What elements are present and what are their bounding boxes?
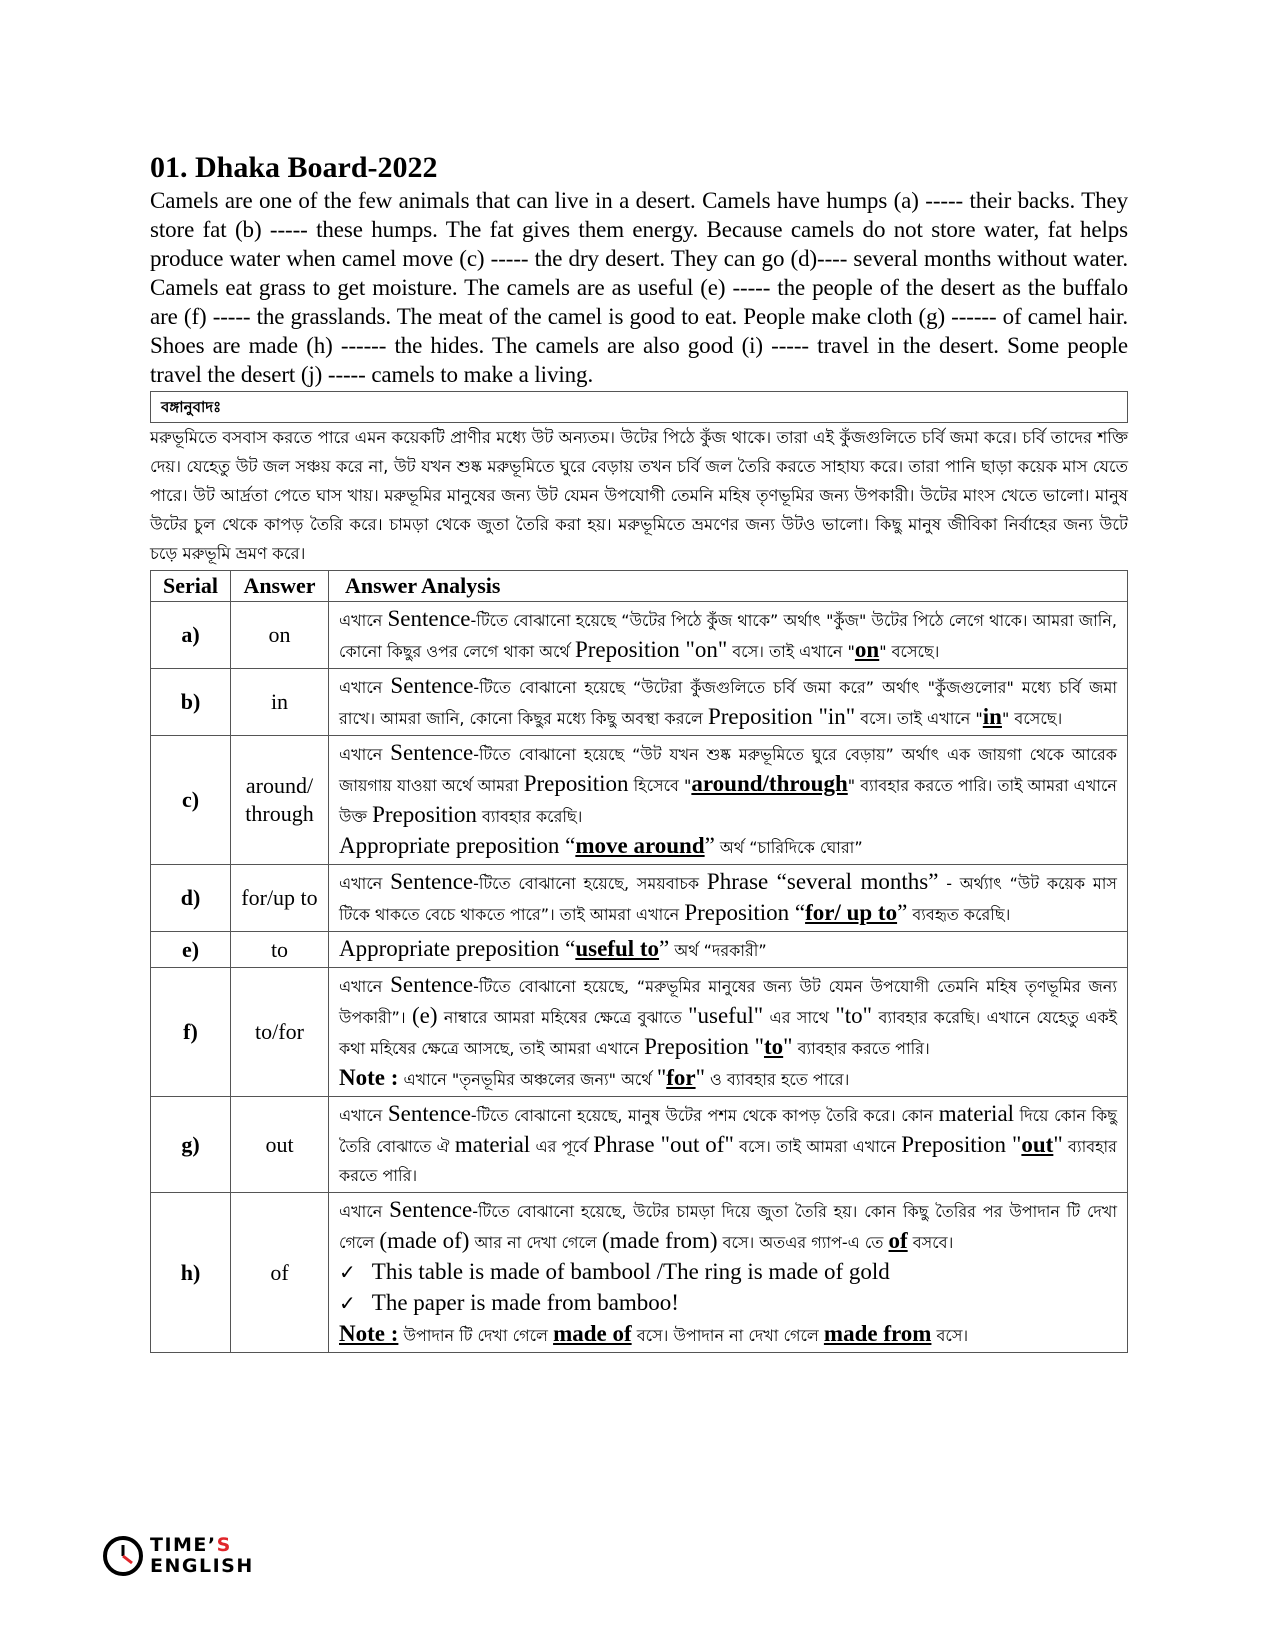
row-analysis xyxy=(329,1097,1128,1193)
analysis-english: "to" xyxy=(835,1003,873,1028)
answer-highlight: made from xyxy=(823,1321,932,1346)
document-page xyxy=(150,150,1128,1353)
row-serial: e) xyxy=(151,932,231,968)
header-answer: Answer xyxy=(231,571,329,602)
answer-highlight: move around xyxy=(575,833,705,858)
analysis-text: " ব্যাবহার করতে পারি। তাই আমরা এখানে উক্ত xyxy=(339,776,1117,826)
analysis-text: -টিতে বোঝানো হয়েছে, উটের চামড়া দিয়ে জুতা তৈরি হয়। কোন কিছু তৈরির পর উপাদান টি দেখা গেলে xyxy=(339,1202,1117,1252)
analysis-text: বসে। তাই আমরা এখানে xyxy=(733,1137,902,1156)
analysis-text: -টিতে বোঝানো হয়েছে “উট যখন শুষ্ক মরুভূমিতে ঘুরে বেড়ায়” অর্থাৎ এক জায়গা থেকে আরেক জায়গায় যাওয়া অর্থে আমরা xyxy=(339,745,1118,795)
analysis-english: Appropriate preposition “ xyxy=(339,833,576,858)
checkmark-icon: ✓ xyxy=(339,1291,356,1315)
analysis-text: এখানে xyxy=(339,678,391,697)
analysis-text: বসে। তাই এখানে " xyxy=(855,709,983,728)
analysis-english: Preposition xyxy=(523,771,629,796)
analysis-english: This table is made of bambool /The ring is made of gold xyxy=(371,1259,890,1284)
analysis-english: The paper is made from bamboo! xyxy=(371,1290,679,1315)
row-analysis xyxy=(329,968,1128,1097)
analysis-english: material xyxy=(938,1101,1015,1126)
analysis-english: Sentence xyxy=(390,972,474,997)
analysis-text: নাম্বারে আমরা মহিষের ক্ষেত্রে বুঝাতে xyxy=(437,1008,689,1027)
analysis-english: Preposition "on" xyxy=(574,637,728,662)
table-header-row xyxy=(151,571,1128,602)
analysis-english: Appropriate preposition “ xyxy=(339,936,576,961)
analysis-text: অর্থ “চারিদিকে ঘোরা” xyxy=(714,838,863,857)
table-row xyxy=(151,932,1128,968)
analysis-english: (e) xyxy=(411,1003,438,1028)
analysis-english: "useful" xyxy=(688,1003,764,1028)
analysis-english: Preposition xyxy=(372,802,477,827)
answer-highlight: around/through xyxy=(691,771,848,796)
logo-line2: ENGLISH xyxy=(150,1555,254,1577)
table-row xyxy=(151,865,1128,932)
analysis-english: Phrase "out of" xyxy=(593,1132,734,1157)
analysis-text: এখানে xyxy=(339,874,391,893)
analysis-english: Sentence xyxy=(390,673,474,698)
page-title: 01. Dhaka Board-2022 xyxy=(150,151,438,184)
row-answer: for/up to xyxy=(231,865,329,932)
analysis-text: বসে। অতএর গ্যাপ-এ তে xyxy=(717,1233,889,1252)
row-serial: a) xyxy=(151,602,231,669)
row-serial: b) xyxy=(151,669,231,736)
analysis-english: Sentence xyxy=(389,1197,473,1222)
answer-highlight: to xyxy=(763,1034,784,1059)
analysis-english: (made from) xyxy=(601,1228,718,1253)
analysis-text: এর সাথে xyxy=(763,1008,836,1027)
analysis-text: উপাদান টি দেখা গেলে xyxy=(398,1326,554,1345)
analysis-text: ব্যাবহার করেছি। এখানে যেহেতু একই কথা মহিষের ক্ষেত্রে আসছে, তাই আমরা এখানে xyxy=(339,1008,1118,1058)
analysis-text: এখানে xyxy=(339,1202,390,1221)
analysis-english: " xyxy=(783,1034,793,1059)
analysis-english: Preposition " xyxy=(644,1034,764,1059)
analysis-text: এখানে xyxy=(339,611,388,630)
analysis-text: এখানে "তৃনভূমির অঞ্চলের জন্য" অর্থে xyxy=(398,1070,657,1089)
analysis-english: material xyxy=(454,1132,531,1157)
analysis-english: " xyxy=(695,1065,705,1090)
analysis-text: এর পূর্বে xyxy=(530,1137,594,1156)
row-answer: around/ through xyxy=(231,736,329,865)
table-row xyxy=(151,968,1128,1097)
answer-highlight: of xyxy=(888,1228,908,1253)
analysis-text: আর না দেখা গেলে xyxy=(469,1233,602,1252)
analysis-english: (made of) xyxy=(379,1228,470,1253)
logo-line1: TIME’S xyxy=(150,1534,232,1556)
analysis-text: অর্থ “দরকারী” xyxy=(669,941,767,960)
analysis-text: বসবে। xyxy=(907,1233,954,1252)
row-serial: c) xyxy=(151,736,231,865)
analysis-text: ও ব্যাবহার হতে পারে। xyxy=(704,1070,850,1089)
analysis-english: Sentence xyxy=(390,869,474,894)
answer-highlight: for/ up to xyxy=(805,900,898,925)
translation-label: বঙ্গানুবাদঃ xyxy=(161,398,222,416)
row-analysis xyxy=(329,865,1128,932)
analysis-english: " xyxy=(656,1065,667,1090)
analysis-text: এখানে xyxy=(339,977,391,996)
answer-highlight: for xyxy=(666,1065,696,1090)
analysis-english: Sentence xyxy=(387,606,471,631)
table-row xyxy=(151,736,1128,865)
analysis-text: " বসেছে। xyxy=(1001,709,1063,728)
translation-text: মরুভূমিতে বসবাস করতে পারে এমন কয়েকটি প্রাণীর মধ্যে উট অন্যতম। উটের পিঠে কুঁজ থাকে। তারা এই কুঁজগুলিতে চর্বি জমা করে। চর্বি তাদের শক্তি দেয়। যেহেতু উট জল সঞ্চয় করে না, উট যখন শুষ্ক মরুভূমিতে ঘুরে বেড়ায় তখন চর্বি জল তৈরি করতে সাহায্য করে। তারা পানি ছাড়া কয়েক মাস যেতে পারে। উট আর্দ্রতা পেতে ঘাস খায়। মরুভূমির মানুষের জন্য উট যেমন উপযোগী তেমনি মহিষ তৃণভূমির জন্য উপকারী। উটের মাংস খেতে ভালো। মানুষ উটের চুল থেকে কাপড় তৈরি করে। চামড়া থেকে জুতা তৈরি করা হয়। মরুভূমিতে ভ্রমণের জন্য উটও ভালো। কিছু মানুষ জীবিকা নির্বাহের জন্য উটে চড়ে মরুভূমি ভ্রমণ করে। xyxy=(150,428,1128,563)
analysis-english: Sentence xyxy=(390,740,474,765)
analysis-text: এখানে xyxy=(339,1106,388,1125)
row-answer: out xyxy=(231,1097,329,1193)
header-analysis: Answer Analysis xyxy=(329,571,1128,602)
analysis-english: ” xyxy=(659,936,670,961)
table-row xyxy=(151,669,1128,736)
row-serial: h) xyxy=(151,1193,231,1353)
analysis-text: -টিতে বোঝানো হয়েছে “উটেরা কুঁজগুলিতে চর্বি জমা করে” অর্থাৎ "কুঁজগুলোর" মধ্যে চর্বি জমা রাখে। আমরা জানি, কোনো কিছুর মধ্যে কিছু অবস্থা করলে xyxy=(339,678,1117,728)
analysis-text: -টিতে বোঝানো হয়েছে “উটের পিঠে কুঁজ থাকে” অর্থাৎ "কুঁজ" উটের পিঠে লেগে থাকে। আমরা জানি, কোনো কিছুর ওপর লেগে থাকা অর্থে xyxy=(339,611,1117,661)
table-row xyxy=(151,1097,1128,1193)
analysis-text: ব্যবহৃত করেছি। xyxy=(907,905,1011,924)
answer-highlight: out xyxy=(1021,1132,1054,1157)
row-analysis xyxy=(329,736,1128,865)
analysis-english: ” xyxy=(897,900,908,925)
answer-highlight: made of xyxy=(553,1321,632,1346)
analysis-text: দিয়ে কোন কিছু তৈরি বোঝাতে ঐ xyxy=(339,1106,1117,1156)
row-answer: to xyxy=(231,932,329,968)
header-serial: Serial xyxy=(151,571,231,602)
analysis-text: -টিতে বোঝানো হয়েছে, সময়বাচক xyxy=(473,874,707,893)
answer-highlight: on xyxy=(854,637,880,662)
analysis-text: ব্যাবহার করতে পারি। xyxy=(339,1137,1117,1185)
answer-table xyxy=(150,570,1128,1353)
analysis-text: " বসেছে। xyxy=(879,642,940,661)
row-answer: on xyxy=(231,602,329,669)
clock-icon xyxy=(102,1535,144,1577)
translation-label-box xyxy=(150,391,1128,423)
note-label: Note : xyxy=(339,1321,399,1346)
row-answer: in xyxy=(231,669,329,736)
row-analysis xyxy=(329,669,1128,736)
analysis-text: ব্যাবহার করতে পারি। xyxy=(792,1039,930,1058)
analysis-text: -টিতে বোঝানো হয়েছে, “মরুভূমির মানুষের জন্য উট যেমন উপযোগী তেমনি মহিষ তৃণভূমির জন্য উপকারী”। xyxy=(339,977,1117,1027)
answer-highlight: useful to xyxy=(575,936,660,961)
row-analysis xyxy=(329,1193,1128,1353)
row-serial: g) xyxy=(151,1097,231,1193)
analysis-text: বসে। xyxy=(931,1326,969,1345)
analysis-text: বসে। উপাদান না দেখা গেলে xyxy=(631,1326,824,1345)
table-row xyxy=(151,1193,1128,1353)
analysis-english: " xyxy=(1053,1132,1063,1157)
checkmark-icon: ✓ xyxy=(339,1260,356,1284)
analysis-english: Preposition "in" xyxy=(707,704,856,729)
row-analysis xyxy=(329,602,1128,669)
analysis-english: Preposition " xyxy=(901,1132,1022,1157)
row-serial: d) xyxy=(151,865,231,932)
analysis-text: এখানে xyxy=(339,745,391,764)
analysis-english: ” xyxy=(704,833,715,858)
brand-logo xyxy=(102,1535,254,1577)
analysis-english: Phrase “several months” xyxy=(706,869,939,894)
analysis-text: -টিতে বোঝানো হয়েছে, মানুষ উটের পশম থেকে কাপড় তৈরি করে। কোন xyxy=(470,1106,939,1125)
note-label: Note : xyxy=(339,1065,399,1090)
analysis-text: - অর্থ্যাৎ “উট কয়েক মাস টিকে থাকতে বেচে থাকতে পারে”। তাই আমরা এখানে xyxy=(339,874,1118,924)
row-answer: to/for xyxy=(231,968,329,1097)
row-answer: of xyxy=(231,1193,329,1353)
row-serial: f) xyxy=(151,968,231,1097)
analysis-text: ব্যাবহার করেছি। xyxy=(476,807,583,826)
table-row xyxy=(151,602,1128,669)
answer-highlight: in xyxy=(982,704,1002,729)
analysis-text: বসে। তাই এখানে " xyxy=(727,642,855,661)
analysis-english: Preposition “ xyxy=(684,900,806,925)
analysis-text: হিসেবে " xyxy=(628,776,692,795)
row-analysis xyxy=(329,932,1128,968)
passage-text: Camels are one of the few animals that can live in a desert. Camels have humps (a) ----- their backs. They store fat (b) ----- these humps. The fat gives them energy. Because camels do not store water, fat helps produce water when camel move (c) ----- the dry desert. They can go (d)---- several months without water. Camels eat grass to get moisture. The camels are as useful (e) ----- the people of the desert as the buffalo are (f) ----- the grasslands. The meat of the camel is good to eat. People make cloth (g) ------ of camel hair. Shoes are made (h) ------ the hides. The camels are also good (i) ----- travel in the desert. Some people travel the desert (j) ----- camels to make a living. xyxy=(150,188,1128,387)
analysis-english: Sentence xyxy=(387,1101,471,1126)
